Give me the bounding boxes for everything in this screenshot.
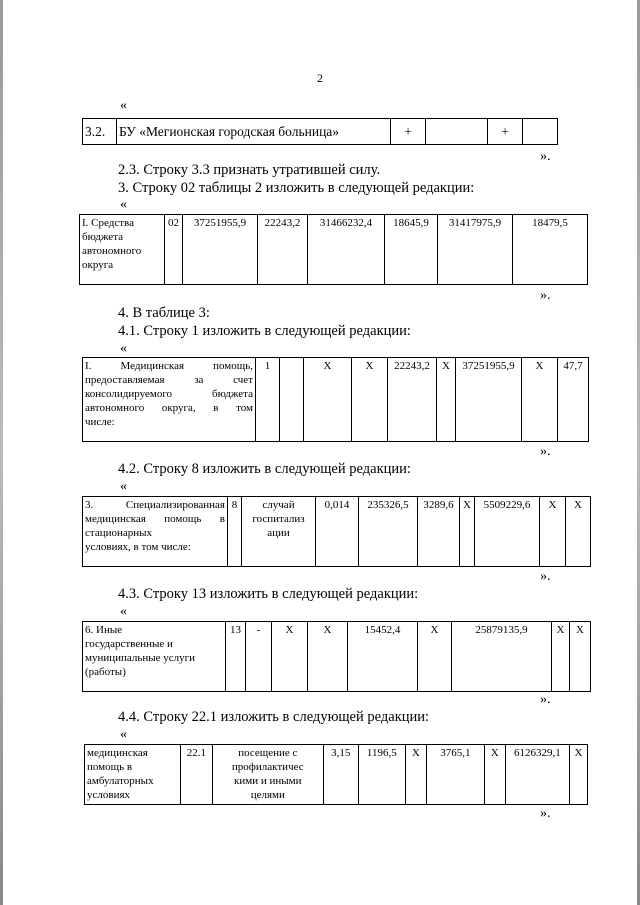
name-line: медицинская: [87, 747, 148, 759]
close-quote: ».: [540, 806, 551, 821]
name-line: числе:: [85, 416, 115, 428]
table-row-02: [79, 214, 588, 285]
open-quote: «: [120, 341, 127, 356]
cell-c1: [280, 358, 304, 442]
cell-name: [83, 622, 226, 692]
cell-c4: 15452,4: [348, 622, 418, 692]
cell-code: 02: [165, 215, 183, 285]
close-quote: ».: [540, 692, 551, 707]
cell-c3: +: [488, 119, 523, 145]
cell-c3: X: [308, 622, 348, 692]
paragraph-4-2: 4.2. Строку 8 изложить в следующей редакции:: [118, 461, 411, 477]
name-line: 3. Специализированная: [85, 499, 225, 511]
cell-unit: [242, 497, 316, 567]
cell-c5: X: [418, 622, 452, 692]
paragraph-4-1: 4.1. Строку 1 изложить в следующей редакции:: [118, 323, 411, 339]
paragraph-4-3: 4.3. Строку 13 изложить в следующей редакции:: [118, 586, 419, 602]
name-line: I. Медицинская помощь,: [85, 360, 253, 372]
unit-line: посещение с: [238, 747, 298, 759]
cell-value: 22243,2: [258, 215, 308, 285]
cell-c7: X: [569, 745, 587, 805]
open-quote: «: [120, 604, 127, 619]
table-row-3-2: [82, 118, 558, 145]
open-quote: «: [120, 727, 127, 742]
name-line: стационарных: [85, 527, 153, 539]
paragraph-2-3: 2.3. Строку 3.3 признать утратившей силу.: [118, 162, 381, 178]
name-line: амбулаторных: [87, 775, 154, 787]
cell-c3: X: [405, 745, 426, 805]
cell-unit: [212, 745, 323, 805]
cell-c2: X: [272, 622, 308, 692]
table-row-1: [82, 357, 589, 442]
page-number: 2: [317, 71, 323, 85]
cell-value: 31466232,4: [308, 215, 385, 285]
cell-value: 18479,5: [513, 215, 588, 285]
cell-name: [85, 745, 181, 805]
cell-c3: X: [352, 358, 388, 442]
cell-c1: 3,15: [323, 745, 358, 805]
cell-c6: 25879135,9: [452, 622, 552, 692]
cell-c4: 22243,2: [388, 358, 437, 442]
cell-c1: 0,014: [316, 497, 359, 567]
cell-c5: 5509229,6: [475, 497, 540, 567]
cell-c4: 3765,1: [427, 745, 485, 805]
cell-c1: +: [391, 119, 426, 145]
cell-c6: 6126329,1: [505, 745, 569, 805]
name-line: условиях, в том числе:: [85, 541, 191, 553]
name-line: государственные и: [85, 638, 173, 650]
name-line: консолидируемого бюджета: [85, 388, 253, 400]
unit-line: госпитализ: [252, 513, 305, 525]
close-quote: ».: [540, 149, 551, 164]
paragraph-4: 4. В таблице 3:: [118, 305, 210, 321]
cell-name: [83, 358, 256, 442]
name-line: муниципальные услуги: [85, 652, 196, 664]
cell-c2: 235326,5: [359, 497, 418, 567]
cell-c4: [523, 119, 558, 145]
unit-line: случай: [262, 499, 295, 511]
cell-c6: X: [540, 497, 566, 567]
close-quote: ».: [540, 569, 551, 584]
close-quote: ».: [540, 288, 551, 303]
name-line: I. Средства: [82, 217, 134, 229]
unit-line: целями: [250, 789, 285, 801]
name-line: предоставляемая за счет: [85, 374, 253, 386]
name-line: бюджета: [82, 231, 124, 243]
cell-c1: -: [246, 622, 272, 692]
cell-num: 3.2.: [83, 119, 117, 145]
cell-c8: 47,7: [558, 358, 589, 442]
name-line: медицинская помощь в: [85, 513, 225, 525]
cell-value: 31417975,9: [438, 215, 513, 285]
cell-c2: 1196,5: [358, 745, 405, 805]
name-line: помощь в: [87, 761, 133, 773]
open-quote: «: [120, 197, 127, 212]
cell-c3: 3289,6: [418, 497, 460, 567]
unit-line: кими и иными: [234, 775, 302, 787]
open-quote: «: [120, 479, 127, 494]
cell-c8: X: [570, 622, 591, 692]
name-line: (работы): [85, 666, 126, 678]
cell-name: БУ «Мегионская городская больница»: [117, 119, 391, 145]
cell-value: 37251955,9: [183, 215, 258, 285]
name-line: условиях: [87, 789, 131, 801]
close-quote: ».: [540, 444, 551, 459]
table-row-13: [82, 621, 591, 692]
cell-c4: X: [460, 497, 475, 567]
paragraph-4-4: 4.4. Строку 22.1 изложить в следующей редакции:: [118, 709, 430, 725]
cell-name: [83, 497, 228, 567]
cell-c2: X: [304, 358, 352, 442]
unit-line: профилактичес: [231, 761, 304, 773]
unit-line: ации: [267, 527, 290, 539]
name-line: 6. Иные: [85, 624, 123, 636]
cell-c7: X: [566, 497, 591, 567]
cell-c7: X: [552, 622, 570, 692]
cell-num: 8: [228, 497, 242, 567]
name-line: автономного: [82, 245, 142, 257]
cell-c7: X: [522, 358, 558, 442]
cell-c5: X: [484, 745, 505, 805]
table-row-8: [82, 496, 591, 567]
cell-num: 22.1: [180, 745, 212, 805]
cell-num: 1: [256, 358, 280, 442]
cell-c5: X: [437, 358, 456, 442]
cell-num: 13: [226, 622, 246, 692]
cell-name: [80, 215, 165, 285]
cell-c6: 37251955,9: [456, 358, 522, 442]
cell-c2: [426, 119, 488, 145]
name-line: округа: [82, 259, 114, 271]
paragraph-3: 3. Строку 02 таблицы 2 изложить в следующей редакции:: [118, 180, 475, 196]
page-edge-left: [0, 0, 3, 905]
table-row-22-1: [84, 744, 588, 805]
open-quote: «: [120, 98, 127, 113]
cell-value: 18645,9: [385, 215, 438, 285]
name-line: автономного округа, в том: [85, 402, 253, 414]
